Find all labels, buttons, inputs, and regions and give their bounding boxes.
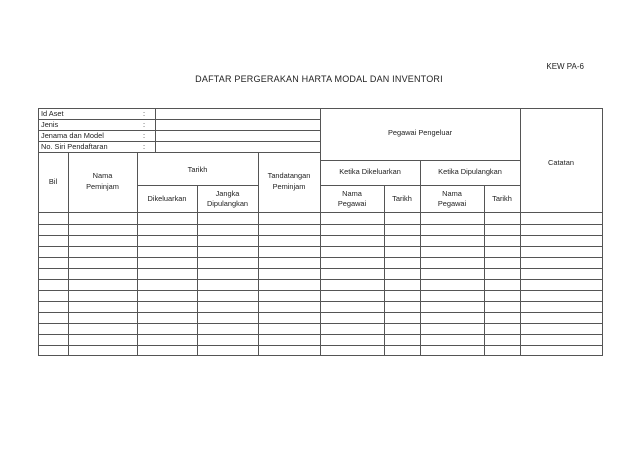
body-row-line <box>38 323 603 324</box>
info-divider <box>155 108 156 153</box>
header-tandatangan-peminjam-2: Peminjam <box>272 182 306 191</box>
header-nama-peminjam: Nama <box>92 171 113 180</box>
header-nama-pegawai-pulang: Nama <box>442 189 462 198</box>
header-jangka-dipulangkan: Jangka <box>215 189 240 198</box>
header-divider <box>520 108 521 356</box>
column-divider <box>384 185 385 356</box>
body-row-line <box>38 246 603 247</box>
header-nama-pegawai-keluar-2: Pegawai <box>337 199 367 208</box>
header-tandatangan-peminjam: Tandatangan <box>267 171 311 180</box>
header-catatan: Catatan <box>548 158 574 167</box>
body-row-line <box>38 279 603 280</box>
info-sep: : <box>143 131 146 140</box>
header-nama-peminjam-2: Peminjam <box>86 182 119 191</box>
info-divider <box>38 152 320 153</box>
header-tarikh-keluar: Tarikh <box>392 194 412 203</box>
body-row-line <box>38 312 603 313</box>
body-row-line <box>38 290 603 291</box>
column-divider <box>484 185 485 356</box>
table-border-left <box>38 108 39 356</box>
header-pegawai-pengeluar: Pegawai Pengeluar <box>387 128 453 137</box>
header-nama-pegawai-keluar: Nama <box>342 189 362 198</box>
header-dikeluarkan: Dikeluarkan <box>147 194 187 203</box>
body-row-line <box>38 257 603 258</box>
info-label-id-aset: Id Aset <box>41 109 64 118</box>
header-divider <box>137 152 138 356</box>
info-sep: : <box>143 109 146 118</box>
header-tarikh: Tarikh <box>187 165 208 174</box>
header-nama-pegawai-pulang-2: Pegawai <box>437 199 467 208</box>
info-sep: : <box>143 120 146 129</box>
header-ketika-dikeluarkan: Ketika Dikeluarkan <box>339 167 401 176</box>
body-row-line <box>38 334 603 335</box>
header-jangka-dipulangkan-2: Dipulangkan <box>206 199 249 208</box>
info-label-jenama-model: Jenama dan Model <box>41 131 104 140</box>
form-code: KEW PA-6 <box>546 62 584 71</box>
info-label-jenis: Jenis <box>41 120 59 129</box>
info-label-no-siri: No. Siri Pendaftaran <box>41 142 108 151</box>
table-border-right <box>602 108 603 356</box>
header-bottom <box>38 212 603 213</box>
body-row-line <box>38 235 603 236</box>
body-row-line <box>38 268 603 269</box>
info-divider <box>38 119 320 120</box>
form-title: DAFTAR PERGERAKAN HARTA MODAL DAN INVENTORI <box>195 74 443 84</box>
body-row-line <box>38 345 603 346</box>
info-sep: : <box>143 142 146 151</box>
body-row-line <box>38 301 603 302</box>
header-bil: Bil <box>48 177 58 186</box>
column-divider <box>197 185 198 356</box>
header-ketika-dipulangkan: Ketika Dipulangkan <box>438 167 502 176</box>
header-divider <box>320 108 321 356</box>
body-row-line <box>38 224 603 225</box>
header-tarikh-pulang: Tarikh <box>492 194 512 203</box>
